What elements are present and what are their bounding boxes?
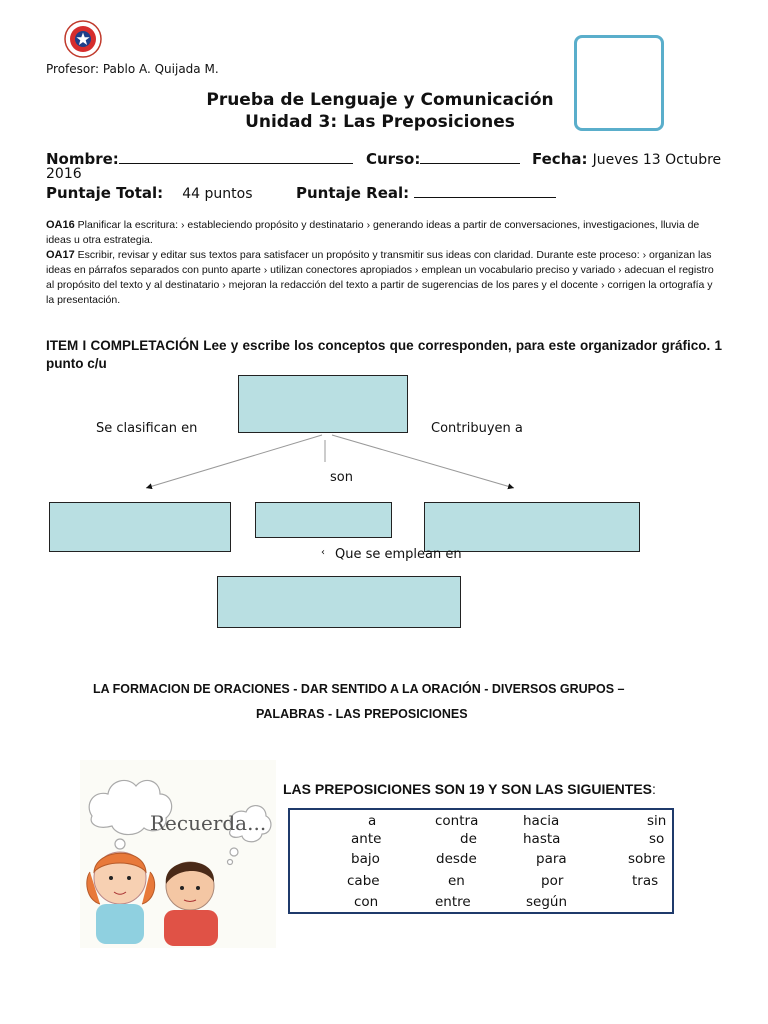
nombre-label: Nombre: xyxy=(46,150,119,168)
concept-box-bottom[interactable] xyxy=(217,576,461,628)
prepositions-title-colon: : xyxy=(652,781,656,797)
word-bank-line2: PALABRAS - LAS PREPOSICIONES xyxy=(256,707,468,721)
oa17-text: Escribir, revisar y editar sus textos para satisfacer un propósito y transmitir sus ideas con claridad. Durante este proceso: › organizan las ideas en párrafos separados con punto aparte › utilizan conectores apropiados › emplean un vocabulario preciso y variado › adecuan el registro al propósito del texto y al destinatario › mejoran la redacción del texto a partir de sugerencias de los pares y el docente › corrigen la ortografía y la presentación. xyxy=(46,249,714,306)
label-son: son xyxy=(330,470,353,485)
table-cell: para xyxy=(536,851,567,867)
table-cell: hasta xyxy=(523,831,561,847)
page-subtitle: Unidad 3: Las Preposiciones xyxy=(245,112,515,132)
table-cell: con xyxy=(354,894,379,910)
arrow-left xyxy=(146,435,322,488)
bullet-mark: ‹ xyxy=(321,547,325,558)
table-cell: de xyxy=(460,831,477,847)
item1-heading: ITEM I COMPLETACIÓN Lee y escribe los conceptos que corresponden, para este organizador gráfico. 1 punto c/u xyxy=(46,338,722,371)
recuerda-text: Recuerda... xyxy=(150,811,267,835)
label-se-clasifican: Se clasifican en xyxy=(96,421,198,436)
girl-illustration xyxy=(87,852,155,944)
concept-box-right[interactable] xyxy=(424,502,640,552)
prepositions-title-text: LAS PREPOSICIONES SON 19 Y SON LAS SIGUIENTES xyxy=(283,781,653,797)
table-cell: sin xyxy=(647,813,667,829)
teacher-name: Profesor: Pablo A. Quijada M. xyxy=(46,62,219,76)
puntaje-total-label: Puntaje Total: xyxy=(46,184,164,202)
prepositions-table xyxy=(288,808,674,914)
table-cell: tras xyxy=(632,873,659,889)
page-title: Prueba de Lenguaje y Comunicación xyxy=(206,90,554,110)
table-cell: ante xyxy=(351,831,382,847)
curso-label: Curso: xyxy=(366,150,421,168)
concept-box-center[interactable] xyxy=(255,502,392,538)
table-cell: contra xyxy=(435,813,479,829)
table-cell: sobre xyxy=(628,851,666,867)
table-cell: según xyxy=(526,894,568,910)
concept-box-left[interactable] xyxy=(49,502,231,552)
table-cell: entre xyxy=(435,894,471,910)
fecha-value: Jueves 13 Octubre xyxy=(592,152,722,168)
concept-box-top[interactable] xyxy=(238,375,408,433)
label-se-emplean: Que se emplean en xyxy=(335,547,462,562)
table-cell: desde xyxy=(436,851,477,867)
table-cell: por xyxy=(541,873,564,889)
puntaje-real-label: Puntaje Real: xyxy=(296,184,410,202)
table-cell: hacia xyxy=(523,813,560,829)
table-cell: bajo xyxy=(351,851,380,867)
arrow-right xyxy=(332,435,514,488)
fecha-year: 2016 xyxy=(46,166,82,182)
prepositions-title xyxy=(283,781,656,797)
oa17-code: OA17 xyxy=(46,249,75,261)
table-cell: en xyxy=(448,873,465,889)
fecha-label: Fecha: xyxy=(532,150,588,168)
boy-illustration xyxy=(164,862,218,946)
oa16-text: Planificar la escritura: › estableciendo propósito y destinatario › generando ideas a partir de conversaciones, investigaciones, lluvia de ideas u otra estrategia. xyxy=(46,219,700,246)
remember-illustration xyxy=(80,760,276,948)
oa16-code: OA16 xyxy=(46,219,75,231)
word-bank-line1: LA FORMACION DE ORACIONES - DAR SENTIDO A LA ORACIÓN - DIVERSOS GRUPOS – xyxy=(93,682,625,696)
table-cell: a xyxy=(368,813,377,829)
puntaje-total-value: 44 puntos xyxy=(182,186,253,202)
table-cell: so xyxy=(649,831,665,847)
label-contribuyen: Contribuyen a xyxy=(431,421,523,436)
table-cell: cabe xyxy=(347,873,380,889)
